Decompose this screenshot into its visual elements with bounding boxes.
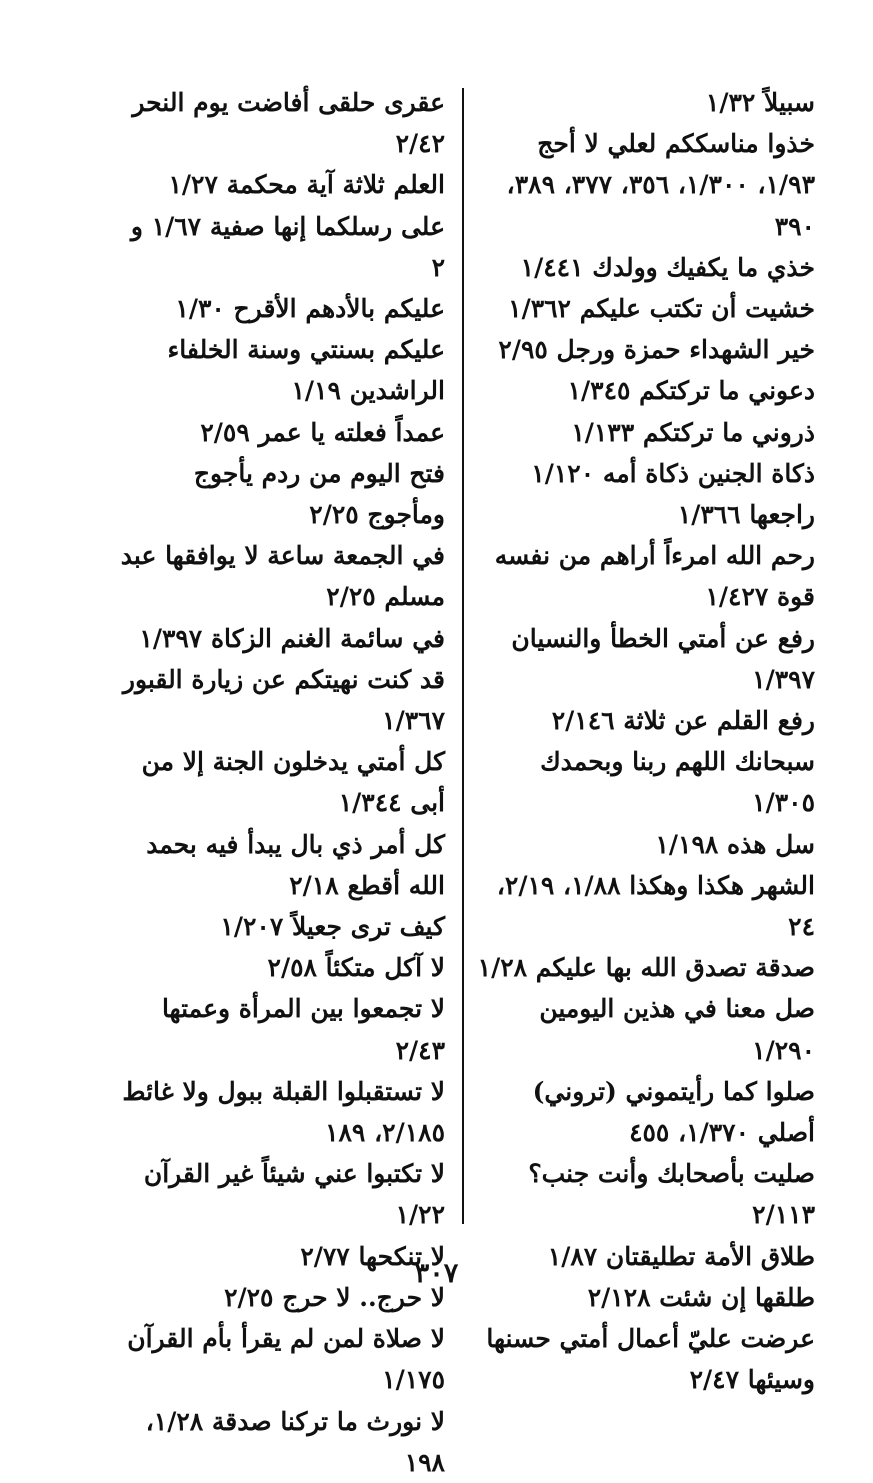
index-entry: في سائمة الغنم الزكاة ١/٣٩٧: [139, 623, 445, 653]
index-entry: صل معنا في هذين اليومين ١/٢٩٠: [539, 994, 815, 1065]
index-entry: لا تستقبلوا القبلة ببول ولا غائط ٢/١٨٥، ١٨٩: [122, 1076, 445, 1148]
index-entry: ذكاة الجنين ذكاة أمه ١/١٢٠: [531, 458, 815, 488]
index-entry: العلم ثلاثة آية محكمة ١/٢٧: [168, 170, 445, 200]
index-entry: رفع القلم عن ثلاثة ٢/١٤٦: [551, 706, 815, 736]
index-entry: كل أمر ذي بال يبدأ فيه بحمد الله أقطع ٢/١٨: [146, 829, 445, 900]
index-entry: لا نورث ما تركنا صدقة ١/٢٨، ١٩٨: [145, 1406, 445, 1477]
index-entry: ذروني ما تركتكم ١/١٣٣: [571, 417, 815, 447]
index-entry: لا تكتبوا عني شيئاً غير القرآن ١/٢٢: [143, 1159, 445, 1230]
index-entry: عليكم بالأدهم الأقرح ١/٣٠: [175, 294, 445, 324]
index-entry: طلاق الأمة تطليقتان ١/٨٧: [547, 1241, 815, 1271]
index-entry: سل هذه ١/١٩٨: [655, 829, 815, 859]
index-entry: لا حرج.. لا حرج ٢/٢٥: [224, 1282, 445, 1312]
column-divider: [462, 88, 464, 1224]
index-entry: عرضت عليّ أعمال أمتي حسنها وسيئها ٢/٤٧: [486, 1324, 815, 1395]
index-entry: عقرى حلقى أفاضت يوم النحر ٢/٤٢: [132, 88, 445, 159]
index-entry: خذي ما يكفيك وولدك ١/٤٤١: [520, 252, 815, 282]
index-column-right: [475, 82, 815, 1401]
index-entry: سبيلاً ١/٣٢: [705, 88, 815, 117]
index-entry: قد كنت نهيتكم عن زيارة القبور ١/٣٦٧: [122, 664, 445, 736]
index-entry: على رسلكما إنها صفية ١/٦٧ و ٢: [130, 211, 445, 282]
index-entry: الشهر هكذا وهكذا ١/٨٨، ٢/١٩، ٢٤: [496, 870, 815, 942]
index-entry: رحم الله امرءاً أراهم من نفسه قوة ١/٤٢٧: [494, 541, 815, 612]
index-entry: طلقها إن شئت ٢/١٢٨: [587, 1282, 815, 1312]
index-entry: فتح اليوم من ردم يأجوج ومأجوج ٢/٢٥: [193, 458, 445, 530]
index-entry: خير الشهداء حمزة ورجل ٢/٩٥: [498, 335, 815, 365]
page-number: ٣٠٧: [414, 1258, 459, 1289]
index-entry: خذوا مناسككم لعلي لا أحج ١/٩٣، ١/٣٠٠، ٣٥٦، ٣٧٧، ٣٨٩، ٣٩٠: [506, 129, 815, 241]
index-entry: لا تجمعوا بين المرأة وعمتها ٢/٤٣: [161, 994, 445, 1065]
index-entry: عمداً فعلته يا عمر ٢/٥٩: [200, 417, 445, 447]
index-entry: صدقة تصدق الله بها عليكم ١/٢٨: [477, 953, 815, 983]
index-entry: رفع عن أمتي الخطأ والنسيان ١/٣٩٧: [511, 623, 815, 694]
index-entry: في الجمعة ساعة لا يوافقها عبد مسلم ٢/٢٥: [120, 541, 445, 612]
index-entry: سبحانك اللهم ربنا وبحمدك ١/٣٠٥: [540, 747, 815, 818]
index-entry: كيف ترى جعيلاً ١/٢٠٧: [220, 912, 445, 942]
index-entry: لا صلاة لمن لم يقرأ بأم القرآن ١/١٧٥: [127, 1324, 445, 1395]
index-entry: صلوا كما رأيتموني (تروني) أصلي ١/٣٧٠، ٤٥٥: [532, 1076, 815, 1148]
index-entry: لا آكل متكئاً ٢/٥٨: [267, 953, 445, 983]
index-entry: عليكم بسنتي وسنة الخلفاء الراشدين ١/١٩: [167, 335, 445, 406]
index-entry: راجعها ١/٣٦٦: [677, 500, 815, 530]
index-entry: كل أمتي يدخلون الجنة إلا من أبى ١/٣٤٤: [141, 747, 445, 818]
index-entry: صليت بأصحابك وأنت جنب؟ ٢/١١٣: [528, 1159, 815, 1230]
index-entry: دعوني ما تركتكم ١/٣٤٥: [567, 376, 815, 406]
index-entry: خشيت أن تكتب عليكم ١/٣٦٢: [508, 294, 815, 324]
index-entry: لا تنكحها ٢/٧٧: [300, 1241, 445, 1271]
